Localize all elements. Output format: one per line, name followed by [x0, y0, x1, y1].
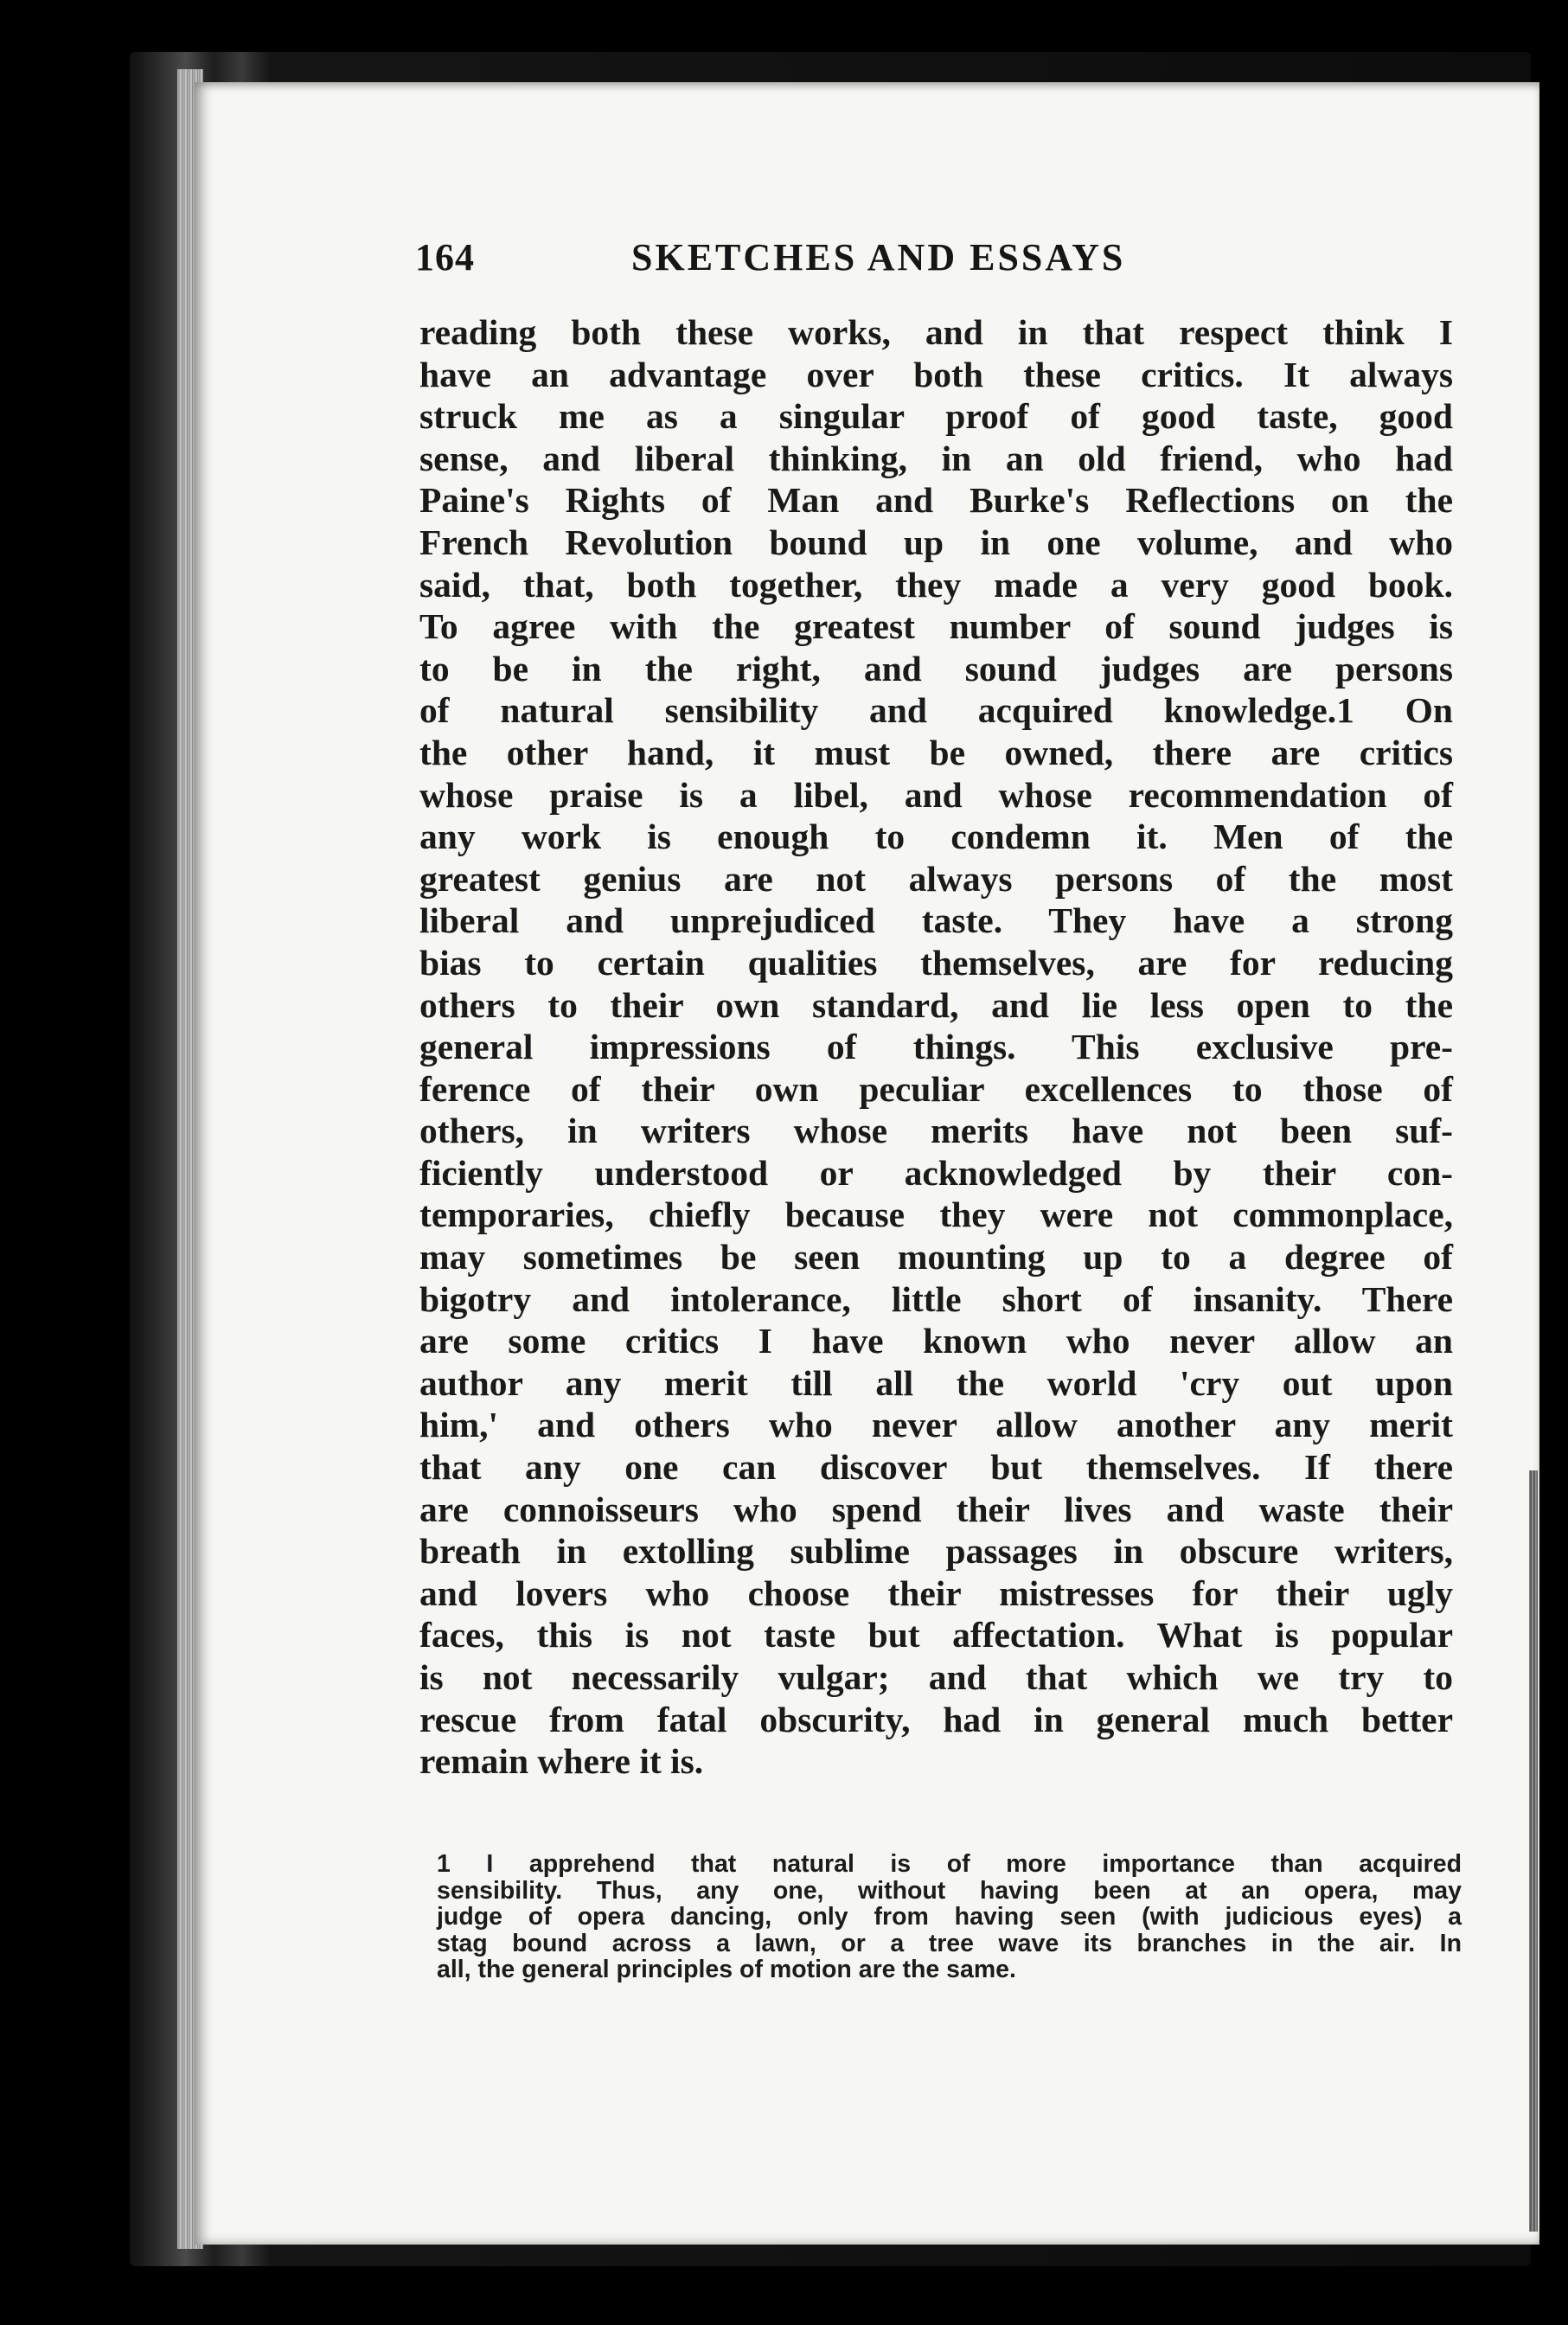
- text-line: ference of their own peculiar excellences to those of: [419, 1068, 1453, 1109]
- text-line: have an advantage over both these critics. It always: [419, 354, 1453, 394]
- text-line: remain where it is.: [419, 1741, 704, 1782]
- text-line: the other hand, it must be owned, there are critics: [419, 732, 1453, 772]
- text-line: rescue from fatal obscurity, had in general much better: [419, 1699, 1453, 1739]
- text-line: breath in extolling sublime passages in obscure writers,: [419, 1531, 1453, 1572]
- text-line: others, in writers whose merits have not been suf-: [419, 1111, 1453, 1151]
- text-line: ficiently understood or acknowledged by their con-: [419, 1152, 1453, 1193]
- text-line: French Revolution bound up in one volume, and who: [419, 522, 1453, 562]
- text-line: To agree with the greatest number of sound judges is: [419, 606, 1453, 647]
- footnote-line: 1 I apprehend that natural is of more importance than acquired: [437, 1850, 1462, 1878]
- text-line: him,' and others who never allow another any merit: [419, 1405, 1453, 1445]
- text-line: faces, this is not taste but affectation. What is popular: [419, 1615, 1453, 1656]
- text-line: general impressions of things. This exclusive pre-: [419, 1027, 1453, 1067]
- text-line: that any one can discover but themselves. If there: [419, 1447, 1453, 1488]
- page-number: 164: [415, 236, 475, 279]
- text-line: bias to certain qualities themselves, are for reducing: [419, 942, 1453, 983]
- text-line: is not necessarily vulgar; and that which we try to: [419, 1657, 1453, 1697]
- text-line: said, that, both together, they made a very good book.: [419, 564, 1453, 605]
- text-line: are connoisseurs who spend their lives and waste their: [419, 1489, 1453, 1529]
- text-line: of natural sensibility and acquired knowledge.1 On: [419, 690, 1453, 731]
- text-line: greatest genius are not always persons of the most: [419, 858, 1453, 899]
- text-line: author any merit till all the world 'cry out upon: [419, 1362, 1453, 1403]
- text-line: and lovers who choose their mistresses for their ugly: [419, 1572, 1453, 1613]
- footnote-line: judge of opera dancing, only from having seen (with judicious eyes) a: [437, 1903, 1462, 1931]
- footnote-line: all, the general principles of motion are the same.: [437, 1956, 1016, 1983]
- text-line: are some critics I have known who never allow an: [419, 1321, 1453, 1361]
- text-line: reading both these works, and in that respect think I: [419, 312, 1453, 352]
- text-line: struck me as a singular proof of good taste, good: [419, 396, 1453, 437]
- text-line: to be in the right, and sound judges are persons: [419, 648, 1453, 689]
- text-line: Paine's Rights of Man and Burke's Reflections on the: [419, 480, 1453, 521]
- text-line: may sometimes be seen mounting up to a degree of: [419, 1237, 1453, 1278]
- footnote-line: stag bound across a lawn, or a tree wave its branches in the air. In: [437, 1929, 1462, 1957]
- page-header: [415, 235, 1280, 287]
- text-line: any work is enough to condemn it. Men of the: [419, 817, 1453, 857]
- page-right-edge: [1529, 1470, 1538, 2232]
- text-line: temporaries, chiefly because they were not commonplace,: [419, 1195, 1453, 1235]
- text-line: liberal and unprejudiced taste. They have a strong: [419, 900, 1453, 941]
- footnote-line: sensibility. Thus, any one, without having been at an opera, may: [437, 1876, 1462, 1905]
- running-head: SKETCHES AND ESSAYS: [631, 236, 1126, 279]
- body-text: [419, 311, 1453, 1783]
- text-line: others to their own standard, and lie less open to the: [419, 984, 1453, 1025]
- text-line: bigotry and intolerance, little short of insanity. There: [419, 1278, 1453, 1319]
- text-line: sense, and liberal thinking, in an old friend, who had: [419, 438, 1453, 478]
- footnote: [437, 1851, 1462, 1983]
- text-line: whose praise is a libel, and whose recommendation of: [419, 774, 1453, 815]
